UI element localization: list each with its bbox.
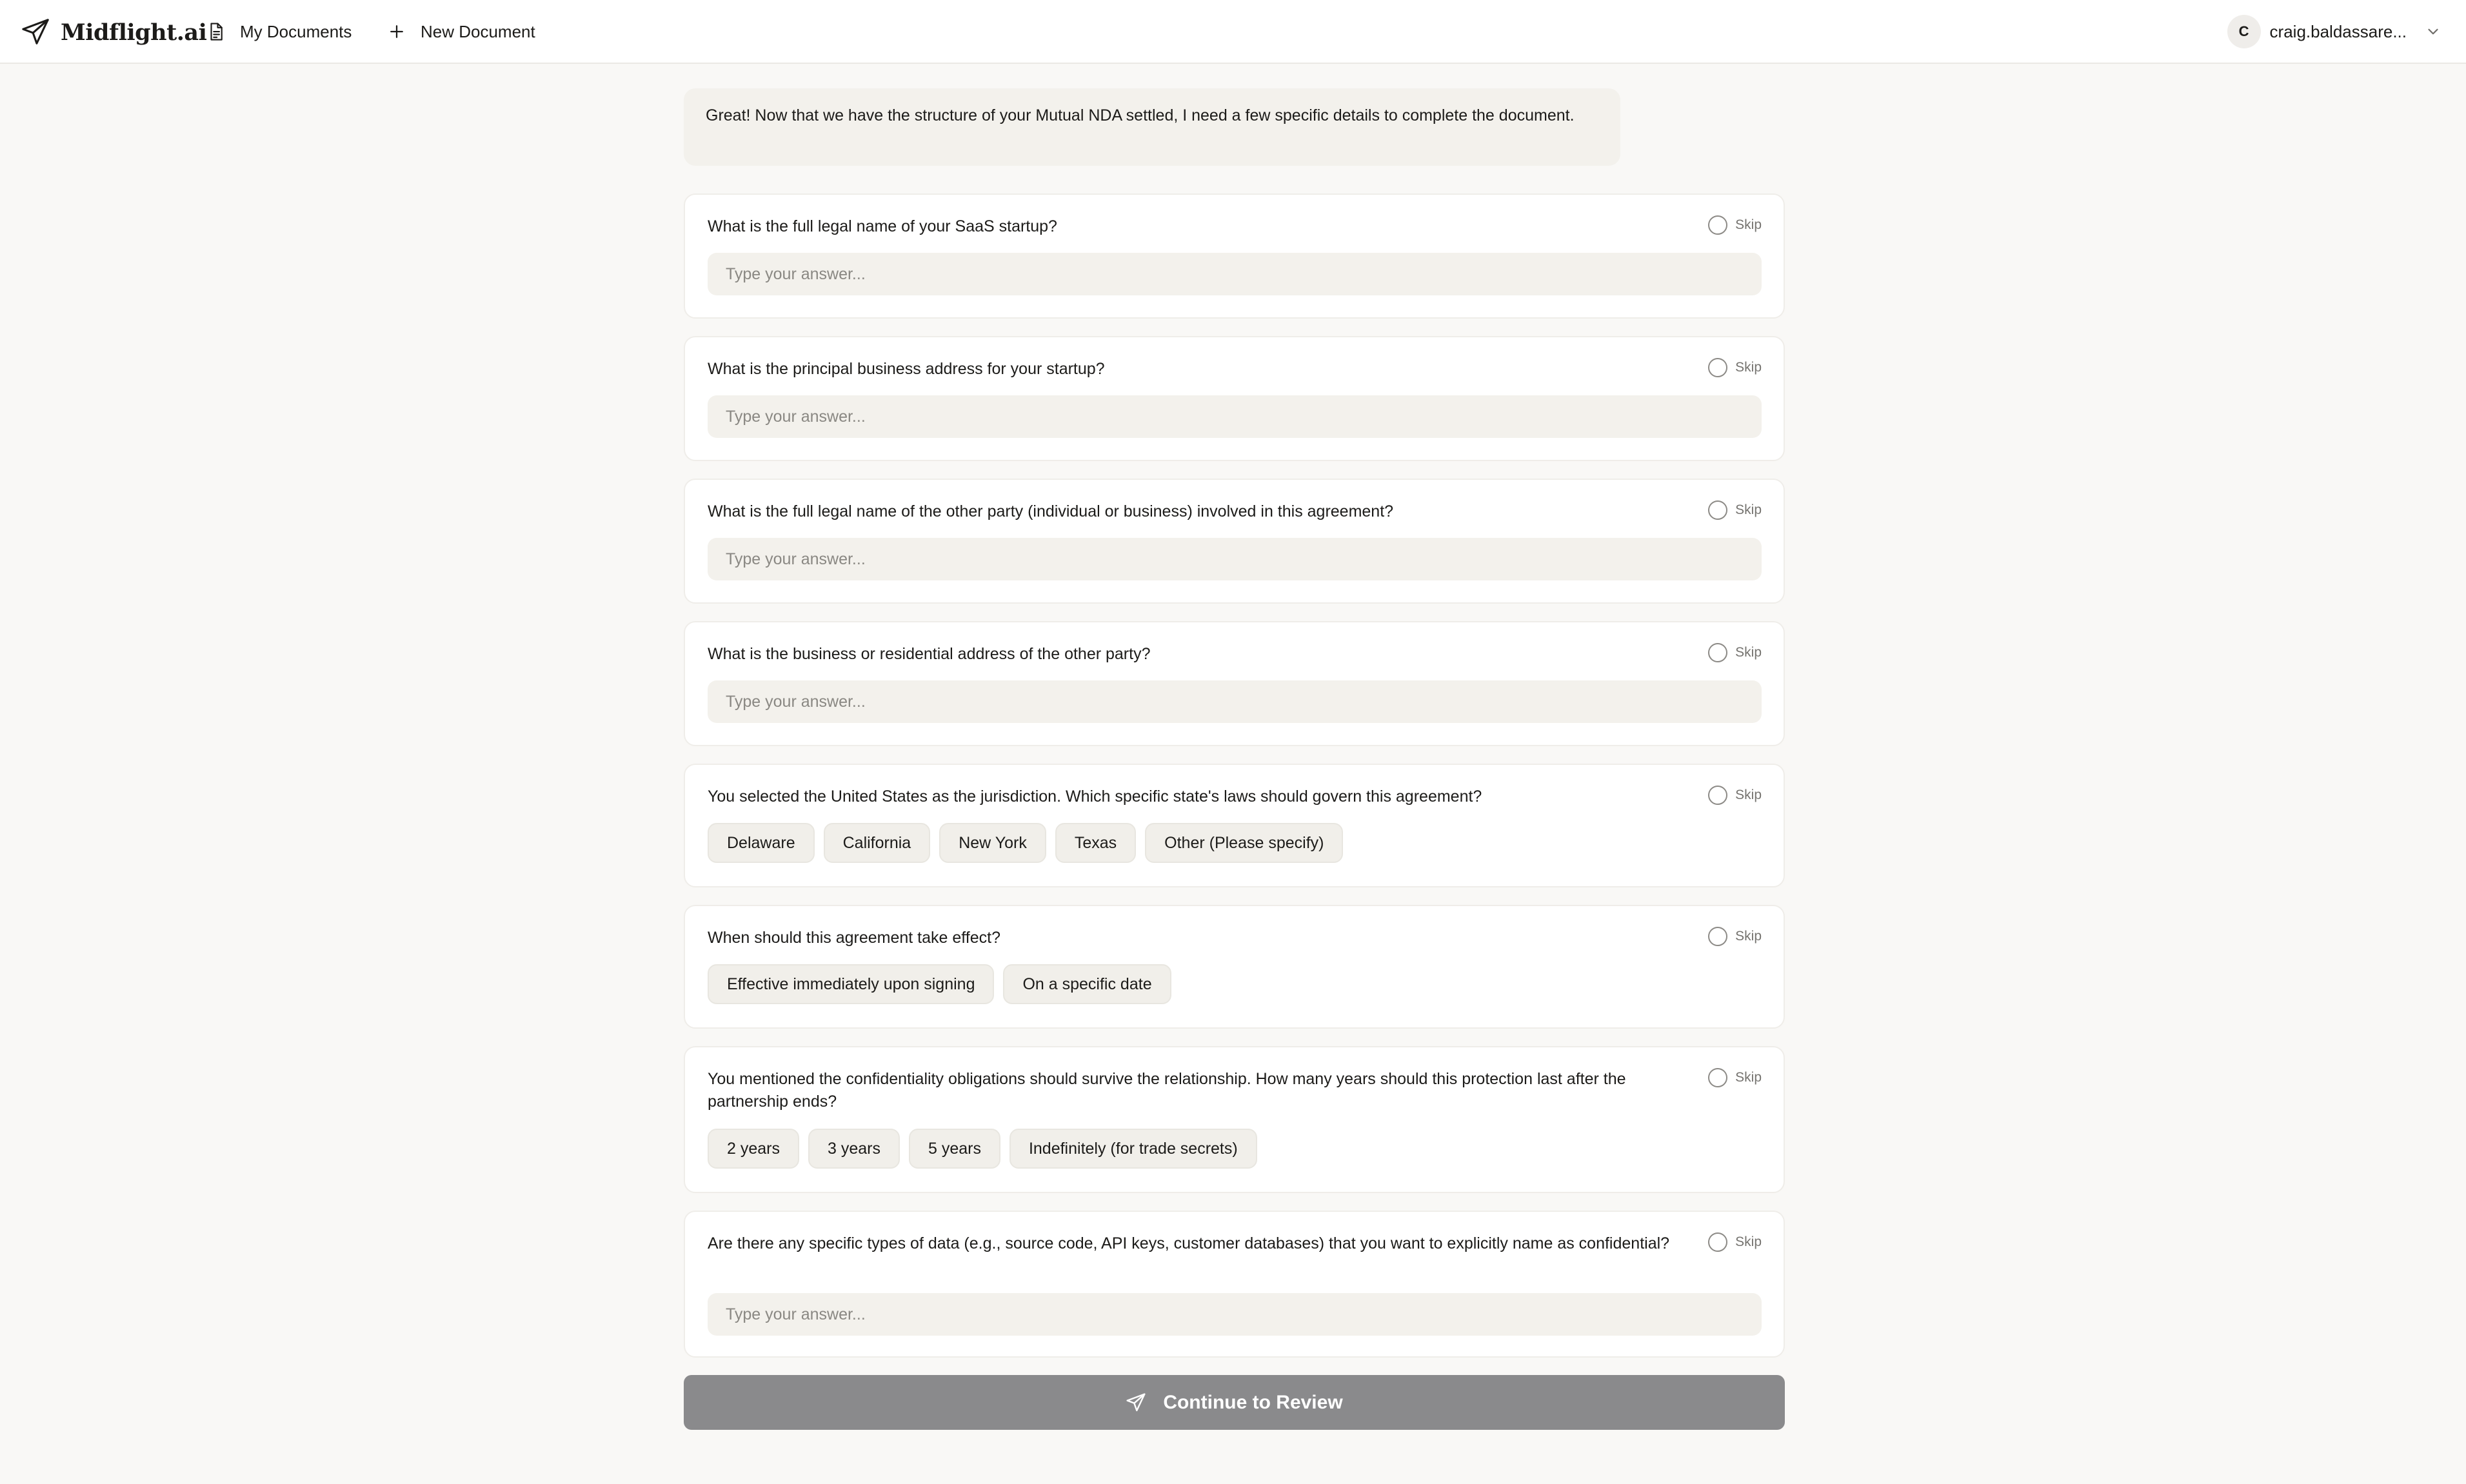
skip-radio[interactable] xyxy=(1708,786,1727,805)
option-chip[interactable]: 3 years xyxy=(808,1129,900,1169)
question-text: You mentioned the confidentiality obligations should survive the relationship. How many years should this protection last after the partnership ends? xyxy=(708,1070,1626,1111)
user-name: craig.baldassare... xyxy=(2269,21,2407,41)
question-card xyxy=(684,336,1785,461)
question-card xyxy=(684,905,1785,1029)
document-icon xyxy=(206,22,226,41)
option-group xyxy=(708,964,1171,1004)
question-card xyxy=(684,1211,1785,1358)
skip-label: Skip xyxy=(1735,929,1762,944)
question-text: What is the full legal name of your SaaS startup? xyxy=(708,217,1057,235)
nav-my-documents-label: My Documents xyxy=(240,21,352,41)
skip-label: Skip xyxy=(1735,1234,1762,1249)
nav-new-document[interactable] xyxy=(387,17,535,46)
option-chip[interactable]: Texas xyxy=(1055,823,1136,863)
skip-label: Skip xyxy=(1735,787,1762,802)
answer-input[interactable] xyxy=(708,253,1762,295)
question-card xyxy=(684,764,1785,887)
question-text: When should this agreement take effect? xyxy=(708,929,1000,947)
question-text: What is the principal business address for your startup? xyxy=(708,360,1105,378)
skip-option[interactable] xyxy=(1708,357,1762,379)
skip-radio[interactable] xyxy=(1708,927,1727,946)
continue-label: Continue to Review xyxy=(1163,1391,1343,1413)
answer-input[interactable] xyxy=(708,538,1762,580)
skip-option[interactable] xyxy=(1708,1231,1762,1253)
question-text: You selected the United States as the jurisdiction. Which specific state's laws should govern this agreement? xyxy=(708,787,1482,806)
answer-input[interactable] xyxy=(708,395,1762,438)
option-chip[interactable]: 5 years xyxy=(909,1129,1000,1169)
skip-radio[interactable] xyxy=(1708,500,1727,520)
option-chip[interactable]: Delaware xyxy=(708,823,815,863)
assistant-message: Great! Now that we have the structure of your Mutual NDA settled, I need a few specific details to complete the document. xyxy=(684,88,1620,166)
brand-name: Midflight.ai xyxy=(61,19,207,46)
send-icon xyxy=(1126,1392,1146,1413)
skip-label: Skip xyxy=(1735,217,1762,232)
option-group xyxy=(708,1129,1257,1169)
nav-new-document-label: New Document xyxy=(421,21,535,41)
skip-option[interactable] xyxy=(1708,499,1762,521)
skip-option[interactable] xyxy=(1708,642,1762,664)
question-text: What is the full legal name of the other party (individual or business) involved in this agreement? xyxy=(708,502,1394,520)
question-text: Are there any specific types of data (e.g., source code, API keys, customer databases) that you want to explicitly name as confidential? xyxy=(708,1234,1670,1252)
option-chip[interactable]: On a specific date xyxy=(1003,964,1171,1004)
question-text: What is the business or residential address of the other party? xyxy=(708,645,1151,663)
top-bar xyxy=(0,0,2466,64)
option-chip[interactable]: 2 years xyxy=(708,1129,799,1169)
skip-label: Skip xyxy=(1735,360,1762,375)
question-card xyxy=(684,193,1785,319)
skip-label: Skip xyxy=(1735,1070,1762,1085)
option-chip[interactable]: New York xyxy=(939,823,1046,863)
skip-option[interactable] xyxy=(1708,925,1762,947)
option-group xyxy=(708,823,1343,863)
chevron-down-icon xyxy=(2425,23,2441,40)
plus-icon xyxy=(387,22,406,41)
skip-option[interactable] xyxy=(1708,1067,1762,1089)
skip-radio[interactable] xyxy=(1708,215,1727,235)
skip-radio[interactable] xyxy=(1708,643,1727,662)
skip-label: Skip xyxy=(1735,502,1762,517)
option-chip[interactable]: Indefinitely (for trade secrets) xyxy=(1009,1129,1257,1169)
answer-input[interactable] xyxy=(708,680,1762,723)
skip-option[interactable] xyxy=(1708,784,1762,806)
skip-radio[interactable] xyxy=(1708,358,1727,377)
skip-radio[interactable] xyxy=(1708,1068,1727,1087)
skip-label: Skip xyxy=(1735,645,1762,660)
continue-to-review-button[interactable] xyxy=(684,1375,1785,1430)
option-chip[interactable]: Effective immediately upon signing xyxy=(708,964,994,1004)
skip-option[interactable] xyxy=(1708,214,1762,236)
brand-logo[interactable] xyxy=(21,15,206,49)
question-card xyxy=(684,1046,1785,1193)
question-card xyxy=(684,479,1785,604)
answer-input[interactable] xyxy=(708,1293,1762,1336)
option-chip[interactable]: California xyxy=(824,823,931,863)
user-menu[interactable] xyxy=(2227,14,2441,49)
option-chip[interactable]: Other (Please specify) xyxy=(1145,823,1343,863)
avatar: C xyxy=(2227,15,2261,48)
skip-radio[interactable] xyxy=(1708,1232,1727,1252)
paper-plane-icon xyxy=(21,17,50,47)
question-card xyxy=(684,621,1785,746)
nav-my-documents[interactable] xyxy=(206,17,352,46)
